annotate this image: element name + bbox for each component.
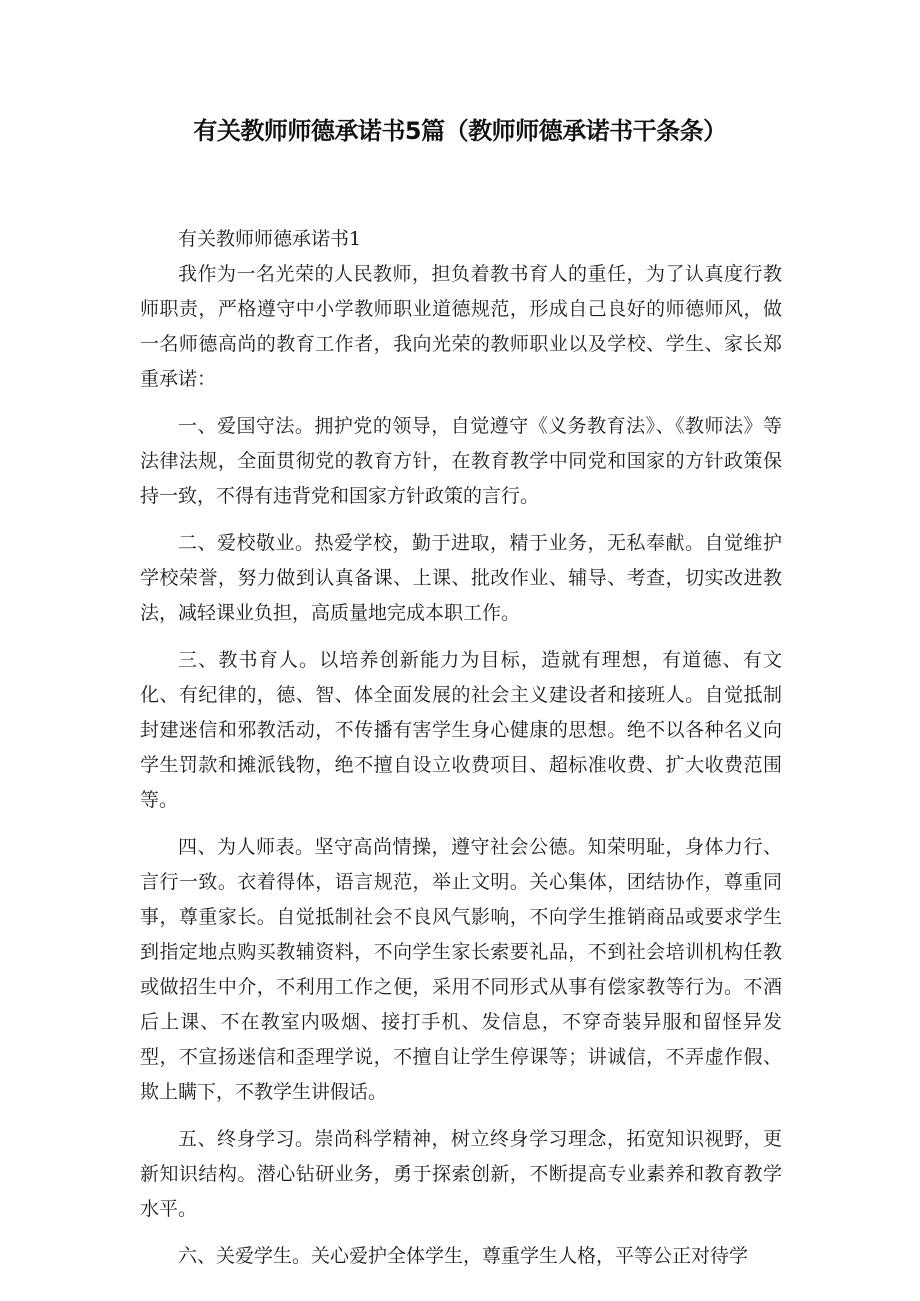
paragraph-intro: 我作为一名光荣的人民教师，担负着教书育人的重任，为了认真度行教师职责，严格遵守中小学教师职业道德规范，形成自己良好的师德师风，做一名师德高尚的教育工作者，我向光荣的教师职业以及学校、学生、家长郑重承诺： <box>140 263 782 390</box>
document-title: 有关教师师德承诺书5篇（教师师德承诺书干条条） <box>193 117 727 145</box>
paragraph-item-1: 一、爱国守法。拥护党的领导，自觉遵守《义务教育法》、《教师法》等法律法规，全面贯彻党的教育方针，在教育教学中同党和国家的方针政策保持一致，不得有违背党和国家方针政策的言行。 <box>140 415 782 507</box>
paragraph-item-3: 三、教书育人。以培养创新能力为目标，造就有理想，有道德、有文化、有纪律的，德、智、体全面发展的社会主义建设者和接班人。自觉抵制封建迷信和邪教活动，不传播有害学生身心健康的思想。绝不以各种名义向学生罚款和摊派钱物，绝不擅自设立收费项目、超标准收费、扩大收费范围等。 <box>140 649 782 811</box>
section-heading: 有关教师师德承诺书1 <box>178 228 362 250</box>
paragraph-item-2: 二、爱校敬业。热爱学校，勤于进取，精于业务，无私奉献。自觉维护学校荣誉，努力做到认真备课、上课、批改作业、辅导、考查，切实改进教法，减轻课业负担，高质量地完成本职工作。 <box>140 532 782 624</box>
paragraph-item-4: 四、为人师表。坚守高尚情操，遵守社会公德。知荣明耻，身体力行、言行一致。衣着得体，语言规范，举止文明。关心集体，团结协作，尊重同事，尊重家长。自觉抵制社会不良风气影响，不向学生推销商品或要求学生到指定地点购买教辅资料，不向学生家长索要礼品，不到社会培训机构任教或做招生中介，不利用工作之便，采用不同形式从事有偿家教等行为。不酒后上课、不在教室内吸烟、接打手机、发信息，不穿奇装异服和留怪异发型，不宣扬迷信和歪理学说，不擅自让学生停课等；讲诚信，不弄虚作假、欺上瞒下，不教学生讲假话。 <box>140 836 782 1103</box>
document-body <box>140 222 782 1286</box>
paragraph-item-5: 五、终身学习。崇尚科学精神，树立终身学习理念，拓宽知识视野，更新知识结构。潜心钻研业务，勇于探索创新，不断提高专业素养和教育教学水平。 <box>140 1128 782 1220</box>
paragraph-item-6: 六、关爱学生。关心爱护全体学生，尊重学生人格，平等公正对待学 <box>178 1245 749 1267</box>
